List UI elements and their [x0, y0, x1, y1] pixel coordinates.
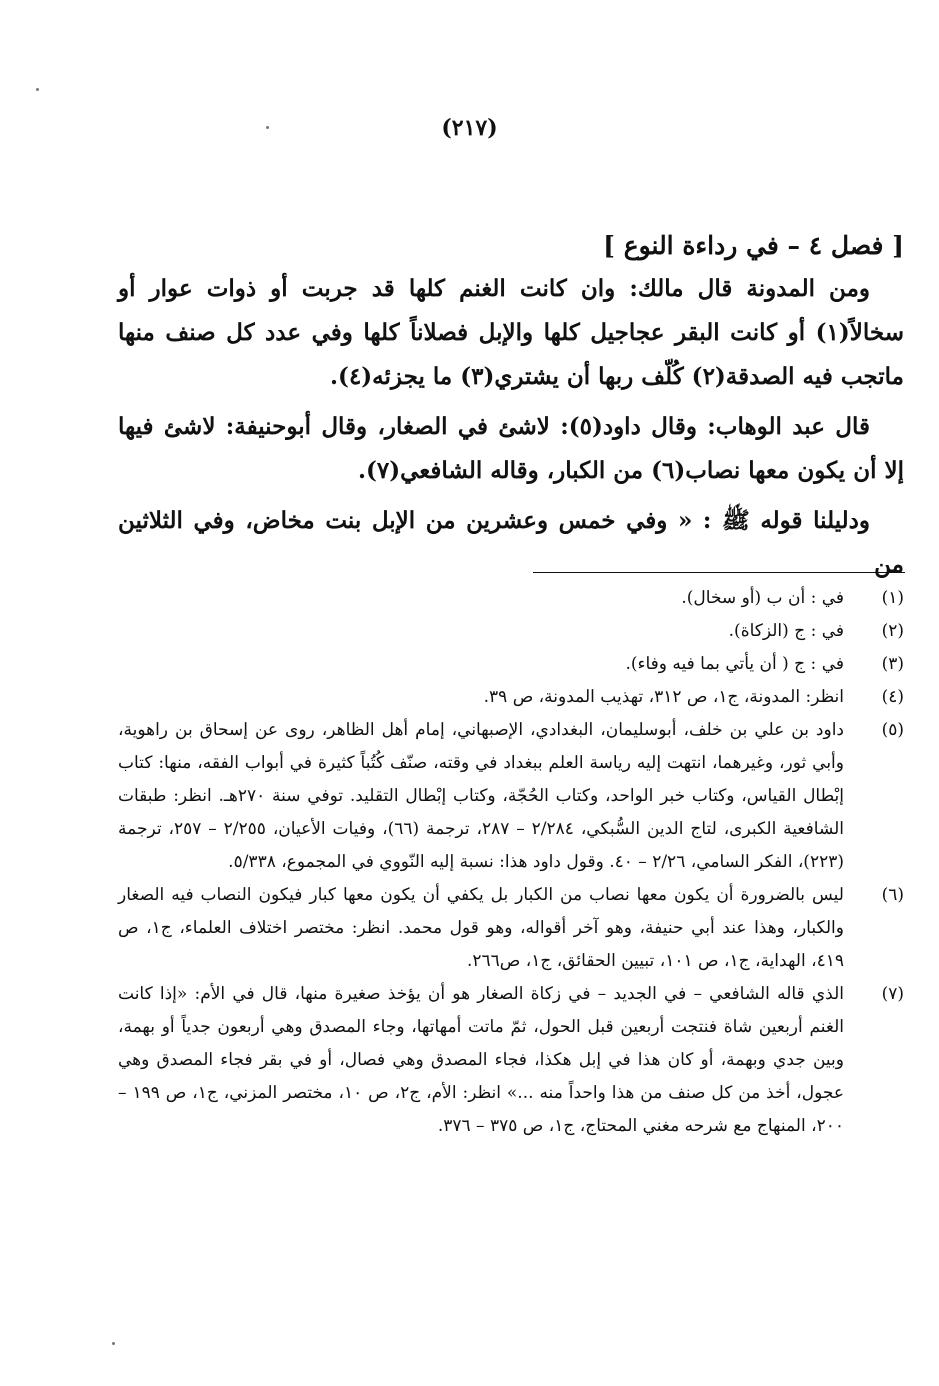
- footnote-number: (٢): [881, 621, 904, 641]
- paragraph: ودليلنا قوله ﷺ : « وفي خمس وعشرين من الإبل بنت مخاض، وفي الثلاثين من: [118, 507, 904, 578]
- scan-speck: [36, 88, 39, 91]
- footnote: [118, 582, 904, 615]
- footnote-text: ليس بالضرورة أن يكون معها نصاب من الكبار بل يكفي أن يكون معها كبار فيكون النصاب فيه الصغار والكبار، وهذا عند أبي حنيفة، وهو آخر أقواله، وهو قول محمد. انظر: مختصر اختلاف العلماء، ج١، ص ٤١٩، الهداية، ج١، ص ١٠١، تبيين الحقائق، ج١، ص٢٦٦.: [118, 885, 844, 971]
- footnote: [118, 615, 904, 648]
- footnote-divider: [533, 572, 905, 573]
- footnote: [118, 648, 904, 681]
- footnote-text: داود بن علي بن خلف، أبوسليمان، البغدادي، الإصبهاني، إمام أهل الظاهر، روى عن إسحاق بن راهوية، وأبي ثور، وغيرهما، انتهت إليه رياسة العلم ببغداد في وقته، صنّف كُتُباً كثيرة في أبواب الفقه، منها: كتاب إبْطال القياس، وكتاب خبر الواحد، وكتاب الحُجّة، وكتاب إبْطال التقليد. توفي سنة ٢٧٠هـ. انظر: طبقات الشافعية الكبرى، لتاج الدين السُّبكي، ٢/٢٨٤ – ٢٨٧، ترجمة (٦٦)، وفيات الأعيان، ٢/٢٥٥ – ٢٥٧، ترجمة (٢٢٣)، الفكر السامي، ٢/٢٦ – ٤٠. وقول داود هذا: نسبة إليه النّووي في المجموع، ٥/٣٣٨.: [118, 720, 845, 872]
- footnote-number: (٣): [881, 654, 904, 674]
- footnote: [118, 978, 904, 1143]
- footnote: [118, 714, 904, 879]
- paragraph: ومن المدونة قال مالك: وان كانت الغنم كلها قد جربت أو ذوات عوار أو سخالاً(١) أو كانت البقر عجاجيل كلها والإبل فصلاناً كلها وفي عدد كل صنف منها ماتجب فيه الصدقة(٢) كُلّف ربها أن يشتري(٣) ما يجزئه(٤).: [118, 275, 904, 390]
- footnotes: [118, 582, 904, 1143]
- footnote-text: في : ج (الزكاة).: [728, 621, 844, 641]
- footnote-text: في : أن ب (أو سخال).: [681, 588, 844, 608]
- footnote-number: (٦): [881, 885, 904, 905]
- footnote-text: في : ج ( أن يأتي بما فيه وفاء).: [625, 654, 844, 674]
- chapter-title: [ فصل ٤ – في رداءة النوع ]: [603, 231, 904, 260]
- footnote-number: (٥): [881, 720, 904, 740]
- main-text: [118, 225, 904, 593]
- footnote: [118, 681, 904, 714]
- footnote-text: انظر: المدونة، ج١، ص ٣١٢، تهذيب المدونة، ص ٣٩.: [483, 687, 844, 707]
- footnote-number: (١): [881, 588, 904, 608]
- page-number: (٢١٧): [441, 115, 498, 141]
- footnote-number: (٧): [881, 984, 904, 1004]
- scan-speck: [112, 1342, 115, 1345]
- footnote-number: (٤): [881, 687, 904, 707]
- footnote-text: الذي قاله الشافعي – في الجديد – في زكاة الصغار هو أن يؤخذ صغيرة منها، قال في الأم: «إذا كانت الغنم أربعين شاة فنتجت أربعين قبل الحول، ثمّ ماتت أمهاتها، وجاء المصدق وهي أربعون جدياً أو بهمة، وبين جدي وبهمة، أو كان هذا في إبل هكذا، فجاء المصدق وهي فصال، أو في بقر فجاء المصدق وهي عجول، أخذ من كل صنف من هذا واحداً منه ...» انظر: الأم، ج٢، ص ١٠، مختصر المزني، ج١، ص ١٩٩ – ٢٠٠، المنهاج مع شرحه مغني المحتاج، ج١، ص ٣٧٥ – ٣٧٦.: [118, 984, 844, 1136]
- footnote: [118, 879, 904, 978]
- paragraph: قال عبد الوهاب: وقال داود(٥): لاشئ في الصغار، وقال أبوحنيفة: لاشئ فيها إلا أن يكون معها نصاب(٦) من الكبار، وقاله الشافعي(٧).: [118, 413, 904, 484]
